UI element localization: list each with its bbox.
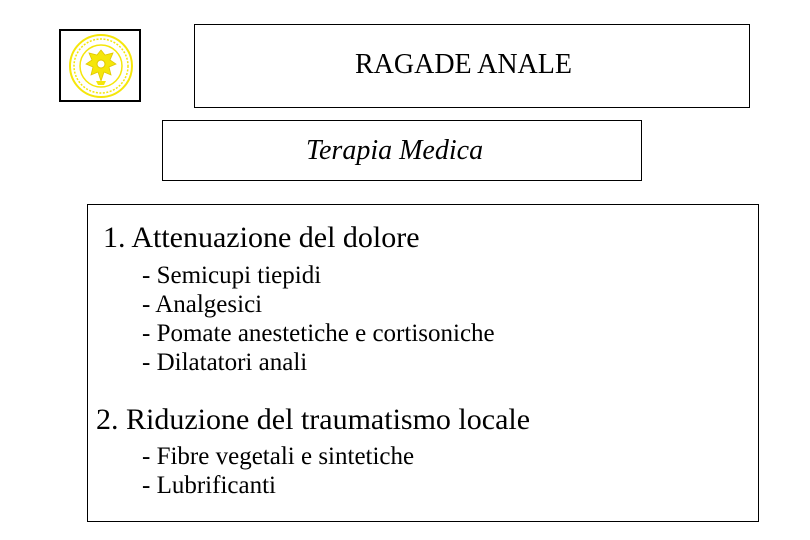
university-seal-icon bbox=[63, 31, 139, 101]
pain-relief-list bbox=[142, 261, 495, 377]
list-item: - Pomate anestetiche e cortisoniche bbox=[142, 320, 495, 347]
logo-frame bbox=[59, 29, 141, 102]
section-heading-pain-relief: 1. Attenuazione del dolore bbox=[103, 221, 420, 254]
slide-title: RAGADE ANALE bbox=[355, 49, 572, 80]
trauma-reduction-list bbox=[142, 442, 414, 500]
slide-subtitle: Terapia Medica bbox=[306, 135, 484, 166]
list-item: - Fibre vegetali e sintetiche bbox=[142, 443, 415, 470]
list-item: - Analgesici bbox=[142, 291, 263, 318]
list-item: - Lubrificanti bbox=[142, 472, 276, 499]
content-box bbox=[87, 204, 759, 522]
list-item: - Dilatatori anali bbox=[142, 349, 308, 376]
subtitle-box bbox=[162, 120, 642, 181]
section-heading-trauma-reduction: 2. Riduzione del traumatismo locale bbox=[96, 403, 531, 436]
list-item: - Semicupi tiepidi bbox=[142, 262, 322, 289]
title-box bbox=[194, 24, 750, 108]
